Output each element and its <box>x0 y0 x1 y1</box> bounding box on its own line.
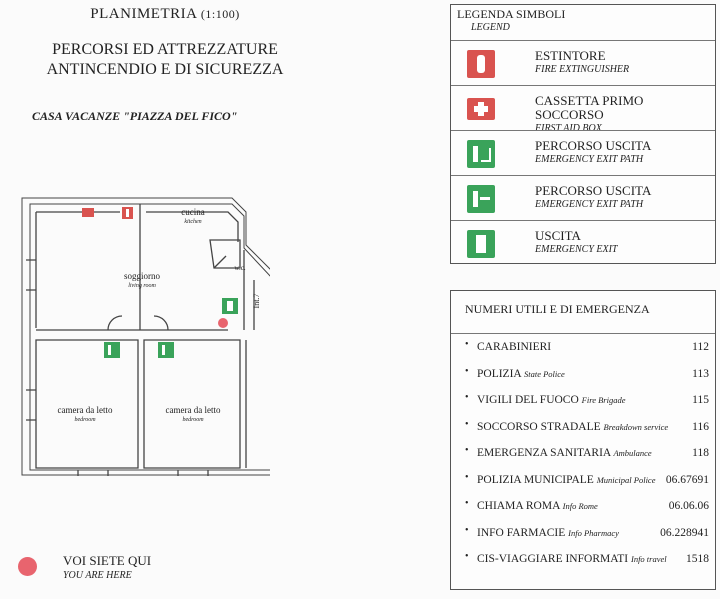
list-item: • POLIZIA MUNICIPALE Municipal Police 06.67691 <box>465 471 709 486</box>
list-item: • CIS-VIAGGIARE INFORMATI Info travel 1518 <box>465 551 709 565</box>
page-subtitle <box>0 40 330 80</box>
legend-label: PERCORSO USCITA <box>535 138 652 153</box>
exit-path-icon <box>158 342 174 358</box>
service-name: POLIZIA MUNICIPALE <box>477 473 594 486</box>
you-are-here-text-en: YOU ARE HERE <box>63 570 132 581</box>
exit-path-icon <box>104 342 120 358</box>
numbers-title: NUMERI UTILI E DI EMERGENZA <box>465 302 650 316</box>
phone-number: 115 <box>692 394 709 406</box>
page-title <box>0 6 330 23</box>
legend-label-en: FIRST AID BOX <box>535 123 602 134</box>
bedroom1-label: camera da letto <box>57 405 113 415</box>
room-bedroom-1 <box>50 405 120 425</box>
legend-item-exit-path-2 <box>451 175 715 221</box>
service-name: CIS-VIAGGIARE INFORMATI <box>477 553 629 565</box>
exit-path-right-icon <box>467 185 495 213</box>
phone-number: 06.06.06 <box>668 500 709 512</box>
emergency-numbers-box <box>450 290 716 590</box>
you-are-here-label <box>63 553 151 583</box>
first-aid-box-icon <box>467 98 495 120</box>
legend-item-extinguisher <box>451 40 715 86</box>
bedroom2-label: camera da letto <box>165 405 221 415</box>
service-name: EMERGENZA SANITARIA <box>477 447 611 459</box>
legend-title-en: LEGEND <box>471 22 510 33</box>
kitchen-label-en: kitchen <box>184 219 202 225</box>
phone-number: 118 <box>692 447 709 459</box>
living-label-en: living room <box>128 283 156 289</box>
exit-path-left-icon <box>467 140 495 168</box>
list-item: • CHIAMA ROMA Info Rome 06.06.06 <box>465 498 709 512</box>
you-are-here-dot <box>18 557 37 576</box>
apartment-number: Int.7 <box>252 293 261 309</box>
legend-box <box>450 4 716 264</box>
phone-number: 116 <box>692 420 709 433</box>
legend-label-en: EMERGENCY EXIT PATH <box>535 154 644 165</box>
you-are-here-marker <box>218 318 228 328</box>
bedroom2-label-en: bedroom <box>182 417 204 423</box>
list-item: • SOCCORSO STRADALE Breakdown service 116 <box>465 418 709 433</box>
venue-name: CASA VACANZE "PIAZZA DEL FICO" <box>32 109 238 123</box>
legend-item-first-aid <box>451 85 715 134</box>
numbers-list <box>451 333 715 573</box>
scale-text: (1:100) <box>200 7 240 21</box>
bedroom1-label-en: bedroom <box>74 417 96 423</box>
phone-number: 112 <box>692 341 709 353</box>
kitchen-label: cucina <box>181 207 205 217</box>
list-item: • CARABINIERI 112 <box>465 339 709 353</box>
floor-plan <box>18 190 270 490</box>
room-kitchen <box>168 207 218 227</box>
service-note: Info Rome <box>562 501 598 511</box>
service-note: State Police <box>523 368 565 379</box>
list-item: • VIGILI DEL FUOCO Fire Brigade 115 <box>465 392 709 406</box>
living-label: soggiorno <box>124 271 160 281</box>
subtitle-line1: PERCORSI ED ATTREZZATURE <box>52 41 278 58</box>
legend-title-text: LEGENDA SIMBOLI <box>457 7 566 21</box>
subtitle-line2: ANTINCENDIO E DI SICUREZZA <box>46 61 284 78</box>
legend-label-en: EMERGENCY EXIT PATH <box>535 199 644 210</box>
legend-label: USCITA <box>535 228 581 243</box>
service-name: CHIAMA ROMA <box>477 500 560 512</box>
service-note: Info Pharmacy <box>568 527 619 538</box>
legend-title <box>457 8 565 34</box>
service-name: VIGILI DEL FUOCO <box>477 394 579 406</box>
phone-number: 06.67691 <box>665 473 709 486</box>
phone-number: 06.228941 <box>660 526 709 539</box>
service-name: INFO FARMACIE <box>477 526 566 539</box>
legend-item-exit-path-1 <box>451 130 715 176</box>
phone-number: 113 <box>692 367 709 380</box>
service-note: Fire Brigade <box>581 395 626 405</box>
list-item: • EMERGENZA SANITARIA Ambulance 118 <box>465 445 709 459</box>
first-aid-box-icon <box>82 208 94 217</box>
legend-label-en: EMERGENCY EXIT <box>535 244 618 255</box>
service-note: Municipal Police <box>596 474 656 485</box>
list-item: • INFO FARMACIE Info Pharmacy 06.228941 <box>465 524 709 539</box>
legend-label-en: FIRE EXTINGUISHER <box>535 64 630 75</box>
room-bedroom-2 <box>158 405 228 425</box>
you-are-here-text: VOI SIETE QUI <box>63 553 152 568</box>
legend-label: PERCORSO USCITA <box>535 183 652 198</box>
service-name: SOCCORSO STRADALE <box>477 420 601 433</box>
room-wc: w.c. <box>234 264 246 272</box>
legend-item-exit <box>451 220 715 266</box>
service-note: Info travel <box>630 554 667 564</box>
emergency-exit-icon <box>467 230 495 258</box>
legend-label: CASSETTA PRIMO SOCCORSO <box>535 93 644 122</box>
fire-extinguisher-icon <box>467 50 495 78</box>
list-item: • POLIZIA State Police 113 <box>465 365 709 380</box>
room-living <box>112 271 172 291</box>
title-text: PLANIMETRIA <box>90 6 197 22</box>
service-name: CARABINIERI <box>477 341 552 353</box>
phone-number: 1518 <box>686 553 709 565</box>
service-note: Ambulance <box>613 448 652 458</box>
legend-label: ESTINTORE <box>535 48 606 63</box>
service-note: Breakdown service <box>603 421 669 432</box>
service-name: POLIZIA <box>477 367 522 380</box>
